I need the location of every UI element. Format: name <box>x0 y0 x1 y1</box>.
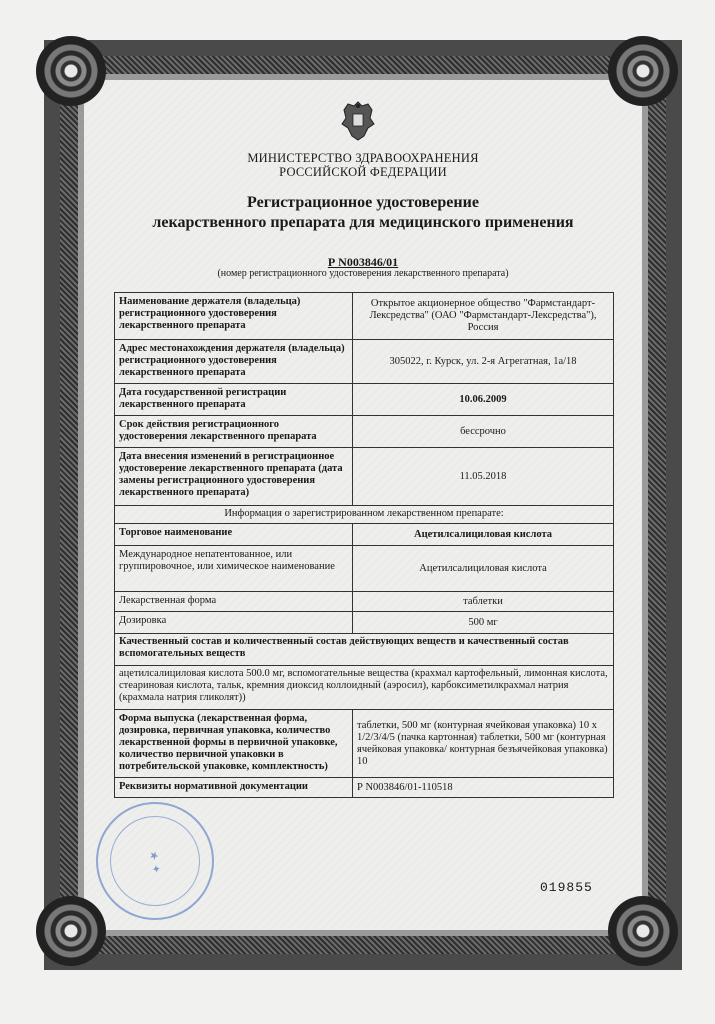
table-row <box>114 506 614 524</box>
row-label: Торговое наименование <box>115 524 353 545</box>
table-row <box>114 612 614 634</box>
table-row <box>114 292 614 340</box>
registration-number-value: Р N003846/01 <box>327 255 399 269</box>
corner-rosette-icon <box>608 36 678 106</box>
table-row <box>114 384 614 416</box>
table-row <box>114 340 614 384</box>
document-title <box>84 193 642 233</box>
row-label: Дозировка <box>115 612 353 633</box>
table-row <box>114 592 614 612</box>
row-value: Открытое акционерное общество "Фармстандарт-Лексредства" (ОАО "Фармстандарт-Лексредства"), Россия <box>369 298 597 333</box>
row-value: 305022, г. Курск, ул. 2-я Агрегатная, 1а/18 <box>389 355 577 367</box>
table-row <box>114 416 614 448</box>
row-label: Адрес местонахождения держателя (владельца) регистрационного удостоверения лекарственного препарата <box>115 340 353 383</box>
composition-header: Качественный состав и количественный состав действующих веществ и качественный состав вспомогательных веществ <box>119 636 569 659</box>
row-value: Ацетилсалициловая кислота <box>419 562 547 574</box>
title-line-1: Регистрационное удостоверение <box>247 194 479 211</box>
table-row <box>114 778 614 798</box>
corner-rosette-icon <box>608 896 678 966</box>
row-label: Срок действия регистрационного удостоверения лекарственного препарата <box>115 416 353 447</box>
certificate-table <box>114 292 614 798</box>
row-label: Форма выпуска (лекарственная форма, дозировка, первичная упаковка, количество лекарственной формы в первичной упаковке, количество первичной упаковки в потребительской упаковке, комплектность) <box>115 710 353 777</box>
row-value: Ацетилсалициловая кислота <box>414 528 552 540</box>
table-row <box>114 710 614 778</box>
blue-stamp <box>96 802 214 920</box>
row-label: Наименование держателя (владельца) регистрационного удостоверения лекарственного препарата <box>115 293 353 339</box>
row-value: Р N003846/01-110518 <box>357 781 453 793</box>
table-row <box>114 546 614 592</box>
ministry-line-1: МИНИСТЕРСТВО ЗДРАВООХРАНЕНИЯ <box>247 151 479 165</box>
composition-text: ацетилсалициловая кислота 500.0 мг, вспомогательные вещества (крахмал картофельный, лимонная кислота, стеариновая кислота, тальк, кремния диоксид коллоидный (аэросил), карбоксиметилкрахмал натрия (крахмала натрия гликолят)) <box>119 668 608 703</box>
table-row <box>114 524 614 546</box>
row-label: Лекарственная форма <box>115 592 353 611</box>
serial-number: 019855 <box>540 880 593 895</box>
title-line-2: лекарственного препарата для медицинского применения <box>152 214 574 231</box>
row-label: Дата государственной регистрации лекарственного препарата <box>115 384 353 415</box>
stamp-mark: ✦ ★ <box>148 848 162 875</box>
row-value: 500 мг <box>468 616 498 628</box>
table-row <box>114 666 614 710</box>
row-value: таблетки <box>463 595 503 607</box>
coat-of-arms-icon <box>338 98 378 142</box>
registration-number-caption: (номер регистрационного удостоверения лекарственного препарата) <box>217 268 509 279</box>
stamp-inner-ring <box>110 816 200 906</box>
row-label: Дата внесения изменений в регистрационное удостоверение лекарственного препарата (дата замены регистрационного удостоверения лекарственного препарата) <box>115 448 353 505</box>
ministry-name <box>84 151 642 179</box>
row-value: 10.06.2009 <box>459 393 507 405</box>
row-label: Международное непатентованное, или группировочное, или химическое наименование <box>115 546 353 591</box>
table-row <box>114 448 614 506</box>
ministry-line-2: РОССИЙСКОЙ ФЕДЕРАЦИИ <box>279 165 447 179</box>
row-label: Реквизиты нормативной документации <box>115 778 353 797</box>
corner-rosette-icon <box>36 36 106 106</box>
row-value: таблетки, 500 мг (контурная ячейковая упаковка) 10 x 1/2/3/4/5 (пачка картонная) таблетки, 500 мг (контурная ячейковая упаковка/ контурная безъячейковая упаковка) 10 <box>357 719 608 767</box>
info-section-header: Информация о зарегистрированном лекарственном препарате: <box>224 508 504 519</box>
table-row <box>114 634 614 666</box>
corner-rosette-icon <box>36 896 106 966</box>
row-value: бессрочно <box>460 425 506 437</box>
row-value: 11.05.2018 <box>459 470 507 482</box>
